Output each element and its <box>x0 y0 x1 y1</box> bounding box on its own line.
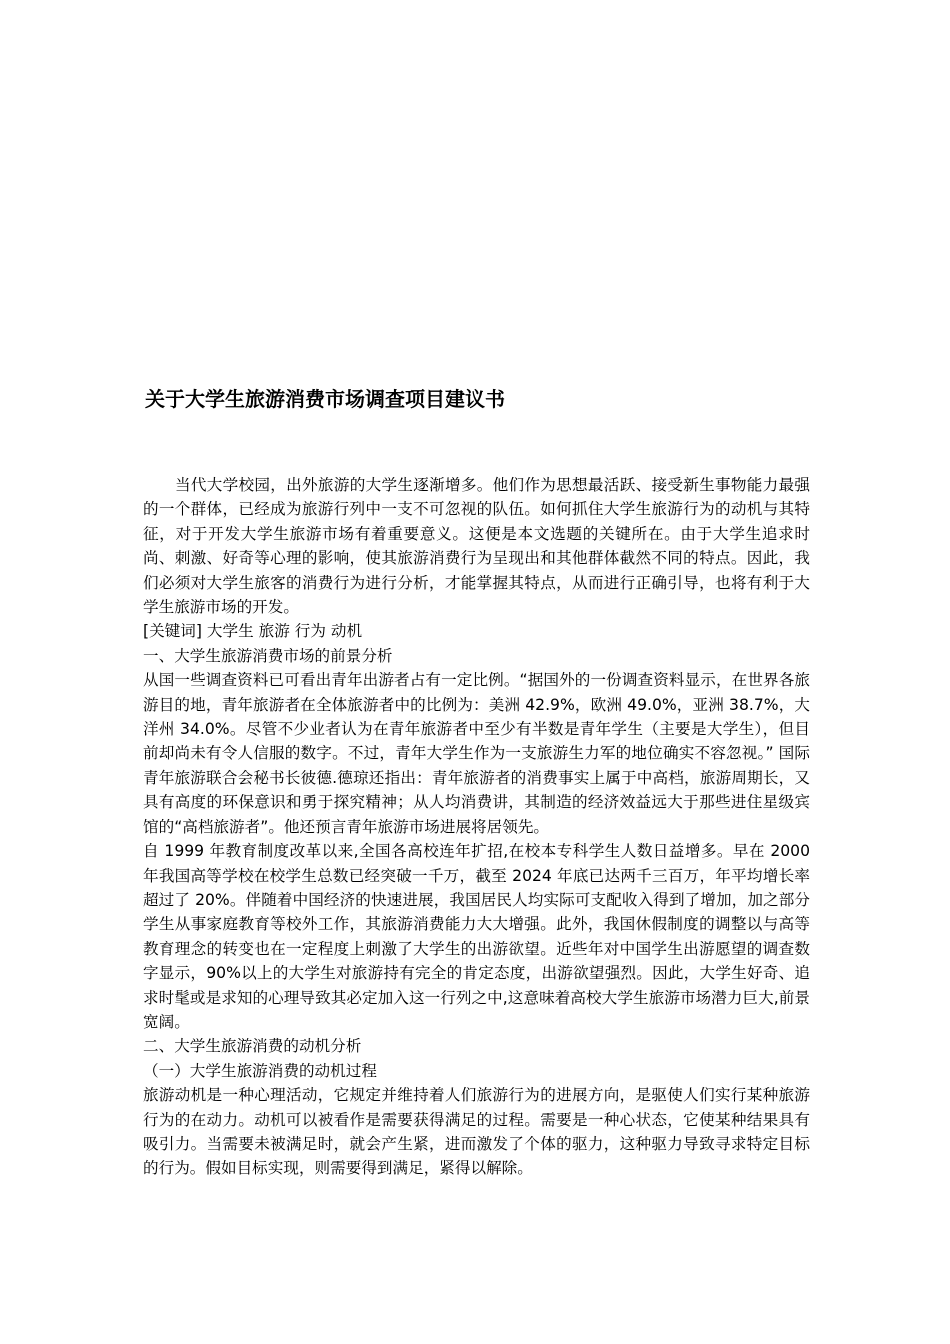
section-heading-2: 二、大学生旅游消费的动机分析 <box>143 1037 362 1056</box>
section2-paragraph-1: 旅游动机是一种心理活动，它规定并维持着人们旅游行为的进展方向，是驱使人们实行某种旅游行为的在动力。动机可以被看作是需要获得满足的过程。需要是一种心状态，它使某种结果具有吸引力。当需要未被满足时，就会产生紧，进而激发了个体的驱力，这种驱力导致寻求特定目标的行为。假如目标实现，则需要得到满足，紧得以解除。 <box>143 1086 810 1178</box>
document-body <box>143 473 810 1181</box>
keywords-line: [关键词] 大学生 旅游 行为 动机 <box>143 622 363 641</box>
subsection-heading-2-1: （一）大学生旅游消费的动机过程 <box>143 1061 377 1080</box>
document-title: 关于大学生旅游消费市场调查项目建议书 <box>145 387 505 411</box>
section1-paragraph-1: 从国一些调查资料已可看出青年出游者占有一定比例。“据国外的一份调查资料显示，在世界各旅游目的地，青年旅游者在全体旅游者中的比例为：美洲 42.9%，欧洲 49.0%，亚洲 38.7%，大洋州 34.0%。尽管不少业者认为在青年旅游者中至少有半数是青年学生（主要是大学生），但目前却尚未有令人信服的数字。不过，青年大学生作为一支旅游生力军的地位确实不容忽视。” 国际青年旅游联合会秘书长彼德.德琼还指出：青年旅游者的消费事实上属于中高档，旅游周期长，又具有高度的环保意识和勇于探究精神；从人均消费讲，其制造的经济效益远大于那些进住星级宾馆的“高档旅游者”。他还预言青年旅游市场进展将居领先。 <box>143 671 810 836</box>
abstract-paragraph: 当代大学校园，出外旅游的大学生逐渐增多。他们作为思想最活跃、接受新生事物能力最强的一个群体，已经成为旅游行列中一支不可忽视的队伍。如何抓住大学生旅游行为的动机与其特征，对于开发大学生旅游市场有着重要意义。这便是本文选题的关键所在。由于大学生追求时尚、刺激、好奇等心理的影响，使其旅游消费行为呈现出和其他群体截然不同的特点。因此，我们必须对大学生旅客的消费行为进行分析，才能掌握其特点，从而进行正确引导，也将有利于大学生旅游市场的开发。 <box>143 476 810 617</box>
section-heading-1: 一、大学生旅游消费市场的前景分析 <box>143 646 393 665</box>
section1-paragraph-2: 自 1999 年教育制度改革以来,全国各高校连年扩招,在校本专科学生人数日益增多。早在 2000 年我国高等学校在校学生总数已经突破一千万，截至 2024 年底已达两千三百万，年平均增长率超过了 20%。伴随着中国经济的快速进展，我国居民人均实际可支配收入得到了增加，加之部分学生从事家庭教育等校外工作，其旅游消费能力大大增强。此外，我国休假制度的调整以与高等教育理念的转变也在一定程度上刺激了大学生的出游欲望。近些年对中国学生出游愿望的调查数字显示，90%以上的大学生对旅游持有完全的肯定态度，出游欲望强烈。因此，大学生好奇、追求时髦或是求知的心理导致其必定加入这一行列之中,这意味着高校大学生旅游市场潜力巨大,前景宽阔。 <box>143 842 810 1031</box>
